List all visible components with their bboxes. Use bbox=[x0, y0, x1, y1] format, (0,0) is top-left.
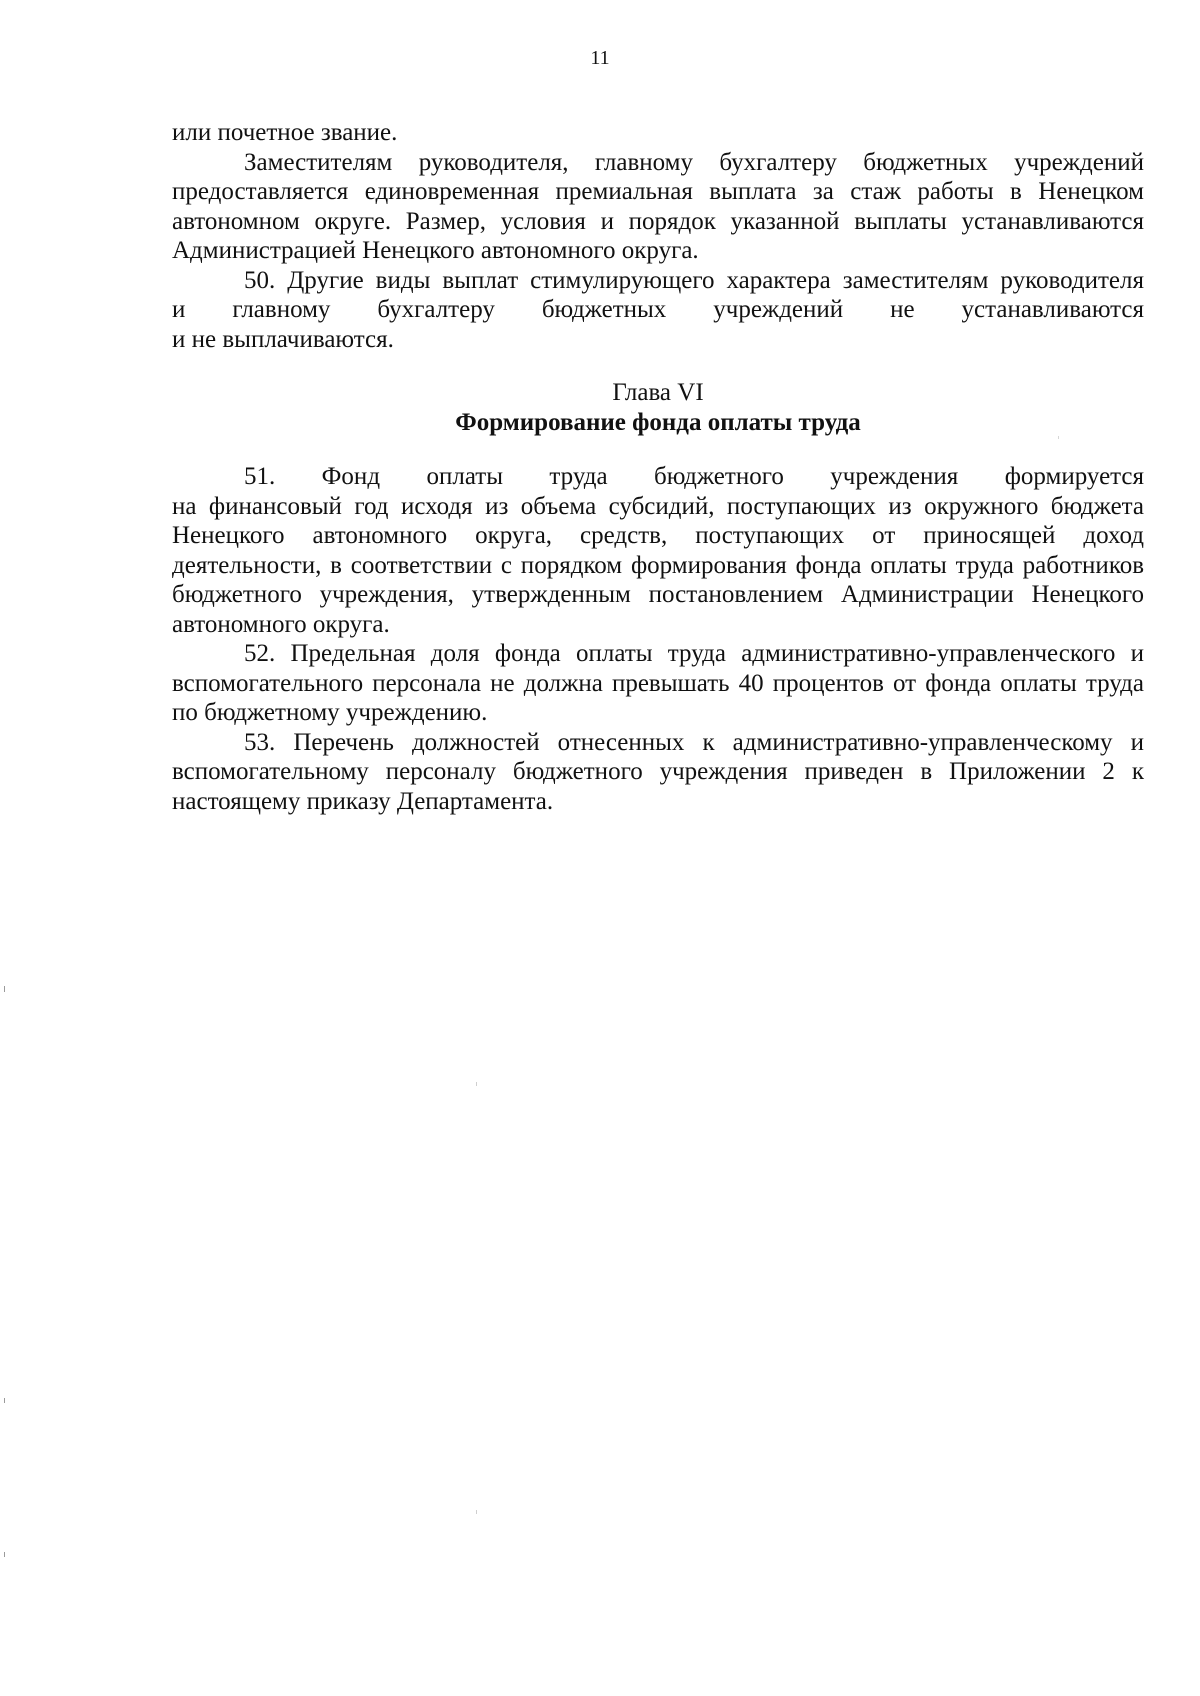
chapter-heading bbox=[172, 378, 1144, 437]
paragraph-52: 52. Предельная доля фонда оплаты труда административно-управленческого и вспомогательного персонала не должна превышать 40 процентов от фонда оплаты труда по бюджетному учреждению. bbox=[172, 640, 1144, 726]
scan-speck bbox=[4, 986, 5, 992]
document-body bbox=[172, 118, 1144, 816]
paragraph-51-line-1: 51. Фонд оплаты труда бюджетного учреждения формируется bbox=[244, 463, 1144, 490]
chapter-title: Формирование фонда оплаты труда bbox=[455, 408, 861, 436]
scan-speck bbox=[1058, 436, 1059, 439]
paragraph-53: 53. Перечень должностей отнесенных к административно-управленческому и вспомогательному персоналу бюджетного учреждения приведен в Приложении 2 к настоящему приказу Департамента. bbox=[172, 728, 1144, 815]
chapter-body bbox=[172, 462, 1144, 816]
paragraph-50-line-1: 50. Другие виды выплат стимулирующего характера заместителям руководителя bbox=[244, 266, 1144, 294]
scan-speck bbox=[4, 1552, 5, 1557]
chapter-number: Глава VI bbox=[612, 379, 704, 406]
paragraph-continuation: или почетное звание. bbox=[172, 119, 398, 146]
paragraph-deputies-bonus: Заместителям руководителя, главному бухгалтеру бюджетных учреждений предоставляется единовременная премиальная выплата за стаж работы в Ненецком автономном округе. Размер, условия и порядок указанной выплаты устанавливаются Администрацией Ненецкого автономного округа. bbox=[172, 148, 1144, 264]
paragraph-50-line-2: и главному бухгалтеру бюджетных учреждений не устанавливаются bbox=[172, 296, 1144, 323]
paragraph-50-line-3: и не выплачиваются. bbox=[172, 325, 394, 353]
scan-speck bbox=[4, 1398, 5, 1403]
paragraph-51-rest: на финансовый год исходя из объема субсидий, поступающих из окружного бюджета Ненецкого автономного округа, средств, поступающих от приносящей доход деятельности, в соответствии с порядком формирования фонда оплаты труда работников бюджетного учреждения, утвержденным постановлением Администрации Ненецкого автономного округа. bbox=[172, 492, 1144, 638]
page-number: 11 bbox=[590, 47, 610, 69]
scan-speck bbox=[476, 1510, 477, 1514]
scan-speck bbox=[476, 1082, 477, 1086]
